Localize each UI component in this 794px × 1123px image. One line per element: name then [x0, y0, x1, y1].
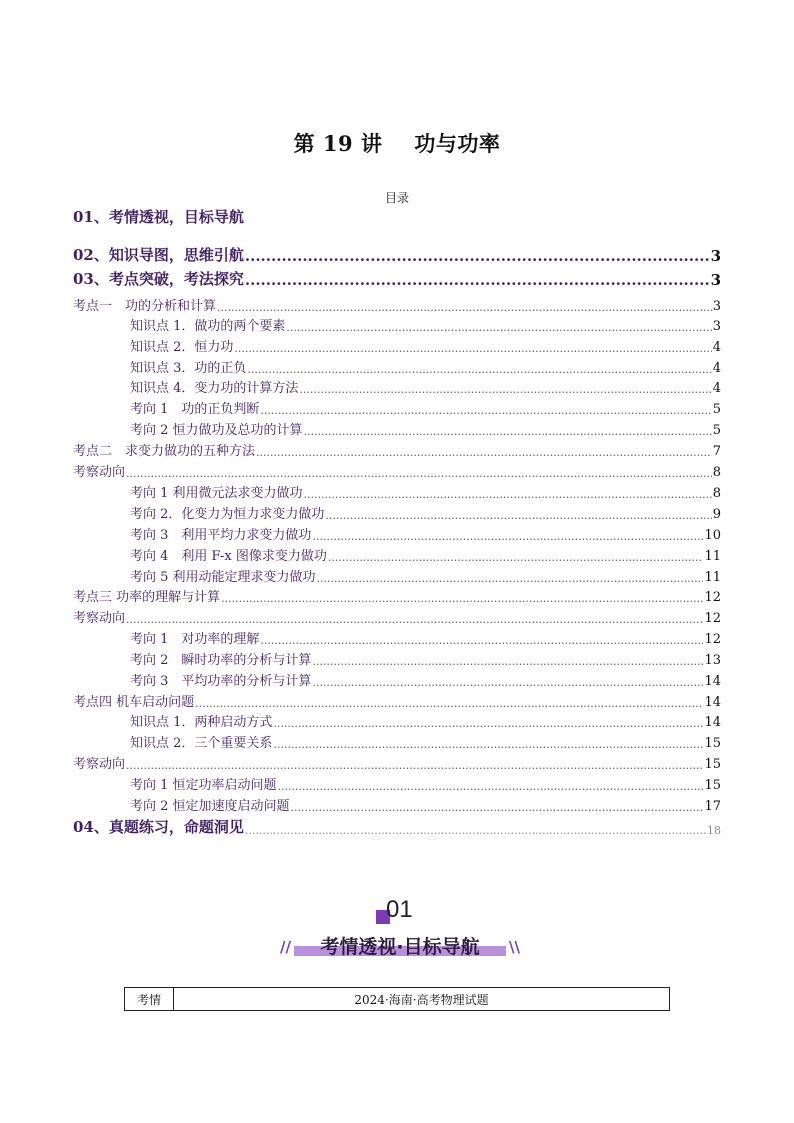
- section-title: 考情透视·目标导航: [320, 936, 480, 958]
- toc-entry-label: 03、考点突破，考法探究: [73, 270, 244, 288]
- toc-entry[interactable]: [130, 482, 721, 501]
- toc-entry[interactable]: [130, 419, 721, 438]
- toc-entry-label: 考点二 求变力做功的五种方法: [73, 444, 256, 459]
- toc-entry-label: 考向 2 恒定加速度启动问题: [130, 799, 290, 814]
- toc-entry-page: 11: [704, 570, 721, 585]
- toc-leader-dots: [273, 717, 703, 730]
- toc-entry-label: 考向 2 恒力做功及总功的计算: [130, 423, 303, 438]
- toc-entry-label: 考点一 功的分析和计算: [73, 299, 217, 314]
- toc-entry-page: 9: [712, 507, 721, 522]
- section-number-text: 01: [386, 896, 413, 923]
- toc-entry-page: 17: [704, 799, 721, 814]
- table-row: [125, 988, 670, 1011]
- toc-leader-dots: [245, 824, 706, 837]
- toc-leader-dots: [260, 404, 711, 417]
- toc-entry-page: 5: [712, 402, 721, 417]
- section-banner: [280, 932, 520, 960]
- left-slash-decoration: //: [280, 938, 291, 956]
- toc-leader-dots: [304, 425, 712, 438]
- toc-entry-label: 考向 1 功的正负判断: [130, 402, 260, 417]
- toc-leader-dots: [234, 342, 711, 355]
- toc-entry-page: 3: [712, 299, 721, 314]
- toc-entry-label: 考察动向: [73, 611, 126, 626]
- toc-leader-dots: [221, 592, 703, 605]
- toc-entry[interactable]: [73, 268, 721, 289]
- toc-entry-label: 考向 3 平均功率的分析与计算: [130, 674, 312, 689]
- toc-entry-label: 考向 1 利用微元法求变力做功: [130, 486, 303, 501]
- toc-entry-label: 02、知识导图，思维引航: [73, 246, 244, 264]
- toc-leader-dots: [312, 676, 703, 689]
- toc-entry-page: 5: [712, 423, 721, 438]
- toc-entry-page: 8: [712, 465, 721, 480]
- toc-entry-page: 14: [704, 674, 721, 689]
- toc-entry[interactable]: [73, 816, 721, 837]
- toc-entry[interactable]: [73, 440, 721, 459]
- toc-leader-dots: [247, 363, 711, 376]
- toc-entry-label: 知识点 1．做功的两个要素: [130, 319, 286, 334]
- toc-entry-page: 10: [704, 528, 721, 543]
- exam-info-table: [124, 987, 670, 1011]
- toc-entry-page: 12: [704, 632, 721, 647]
- toc-entry-page: 4: [712, 381, 721, 396]
- toc-entry-label: 知识点 2．三个重要关系: [130, 736, 273, 751]
- toc-leader-dots: [195, 697, 703, 710]
- toc-entry[interactable]: [130, 670, 721, 689]
- toc-entry[interactable]: [130, 649, 721, 668]
- toc-entry-page: 12: [704, 611, 721, 626]
- toc-entry-label: 考向 2 瞬时功率的分析与计算: [130, 653, 312, 668]
- toc-entry[interactable]: [130, 795, 721, 814]
- toc-leader-dots: [273, 738, 703, 751]
- section-number: [376, 896, 426, 926]
- toc-leader-dots: [325, 509, 711, 522]
- toc-heading: 目录: [384, 191, 409, 205]
- toc-entry[interactable]: [130, 336, 721, 355]
- lecture-number: 第 19 讲: [293, 131, 383, 156]
- table-cell-value: 2024·海南·高考物理试题: [174, 988, 670, 1011]
- toc-leader-dots: [278, 780, 704, 793]
- toc-entry-page: 11: [704, 549, 721, 564]
- toc-entry[interactable]: [130, 524, 721, 543]
- toc-entry[interactable]: [130, 545, 721, 564]
- toc-entry-label: 考向 3 利用平均力求变力做功: [130, 528, 312, 543]
- toc-entry-page: 12: [704, 590, 721, 605]
- toc-leader-dots: [260, 634, 703, 647]
- toc-entry-label: 考察动向: [73, 465, 126, 480]
- toc-entry[interactable]: [130, 377, 721, 396]
- toc-entry-page: 3: [710, 247, 721, 265]
- toc-entry-page: 4: [712, 361, 721, 376]
- toc-entry[interactable]: [130, 566, 721, 585]
- toc-leader-dots: [217, 301, 712, 314]
- toc-entry[interactable]: [130, 711, 721, 730]
- toc-entry-page: 8: [712, 486, 721, 501]
- toc-entry[interactable]: [73, 607, 721, 626]
- toc-entry[interactable]: [130, 357, 721, 376]
- section-badge: [0, 896, 794, 966]
- toc-entry[interactable]: [130, 398, 721, 417]
- toc-entry-page: 18: [707, 824, 721, 837]
- toc-leader-dots: [299, 383, 711, 396]
- table-cell-label: 考情: [125, 988, 174, 1011]
- toc-entry[interactable]: [130, 503, 721, 522]
- toc-entry[interactable]: [73, 586, 721, 605]
- toc-entry-page: 3: [710, 271, 721, 289]
- toc-entry-page: 7: [712, 444, 721, 459]
- toc-entry[interactable]: [73, 753, 721, 772]
- toc-entry-label: 知识点 4．变力功的计算方法: [130, 381, 299, 396]
- toc-entry-label: 考点三 功率的理解与计算: [73, 590, 221, 605]
- toc-leader-dots: [245, 271, 710, 289]
- toc-leader-dots: [291, 801, 704, 814]
- toc-entry-label: 04、真题练习，命题洞见: [73, 818, 244, 836]
- toc-entry-label: 考向 1 对功率的理解: [130, 632, 260, 647]
- toc-entry[interactable]: [130, 628, 721, 647]
- toc-entry-page: 15: [704, 778, 721, 793]
- toc-entry-label: 知识点 1．两种启动方式: [130, 715, 273, 730]
- toc-leader-dots: [317, 572, 704, 585]
- toc-entry-page: 14: [704, 715, 721, 730]
- toc-entry-label: 考察动向: [73, 757, 126, 772]
- toc-leader-dots: [328, 551, 704, 564]
- toc-leader-dots: [126, 613, 703, 626]
- right-slash-decoration: \\: [509, 938, 520, 956]
- toc-entry[interactable]: [73, 206, 721, 227]
- toc-entry[interactable]: [73, 691, 721, 710]
- toc-entry[interactable]: [130, 774, 721, 793]
- toc-leader-dots: [312, 655, 703, 668]
- toc-leader-dots: [304, 488, 712, 501]
- toc-leader-dots: [256, 446, 712, 459]
- toc-entry-page: 15: [704, 736, 721, 751]
- toc-entry-label: 考点四 机车启动问题: [73, 695, 195, 710]
- toc-entry-page: 13: [704, 653, 721, 668]
- toc-entry[interactable]: [73, 244, 721, 265]
- toc-leader-dots: [126, 467, 712, 480]
- toc-entry-label: 考向 2．化变力为恒力求变力做功: [130, 507, 325, 522]
- toc-entry[interactable]: [130, 315, 721, 334]
- toc-leader-dots: [312, 530, 703, 543]
- toc-entry-label: 考向 5 利用动能定理求变力做功: [130, 570, 316, 585]
- toc-entry-page: 15: [704, 757, 721, 772]
- toc-entry[interactable]: [73, 295, 721, 314]
- toc-entry-label: 考向 1 恒定功率启动问题: [130, 778, 277, 793]
- toc-entry-page: 14: [704, 695, 721, 710]
- toc-entry-page: 3: [712, 319, 721, 334]
- page-title: [0, 128, 794, 158]
- toc-leader-dots: [286, 321, 711, 334]
- toc-leader-dots: [126, 759, 703, 772]
- toc-entry-label: 知识点 2．恒力功: [130, 340, 234, 355]
- toc-entry-label: 知识点 3．功的正负: [130, 361, 247, 376]
- toc-entry-label: 考向 4 利用 F-x 图像求变力做功: [130, 549, 327, 564]
- toc-entry[interactable]: [73, 461, 721, 480]
- toc-entry-label: 01、考情透视，目标导航: [73, 208, 244, 226]
- toc-entry[interactable]: [130, 732, 721, 751]
- toc-leader-dots: [245, 247, 710, 265]
- lecture-topic: 功与功率: [414, 131, 501, 156]
- toc-entry-page: 4: [712, 340, 721, 355]
